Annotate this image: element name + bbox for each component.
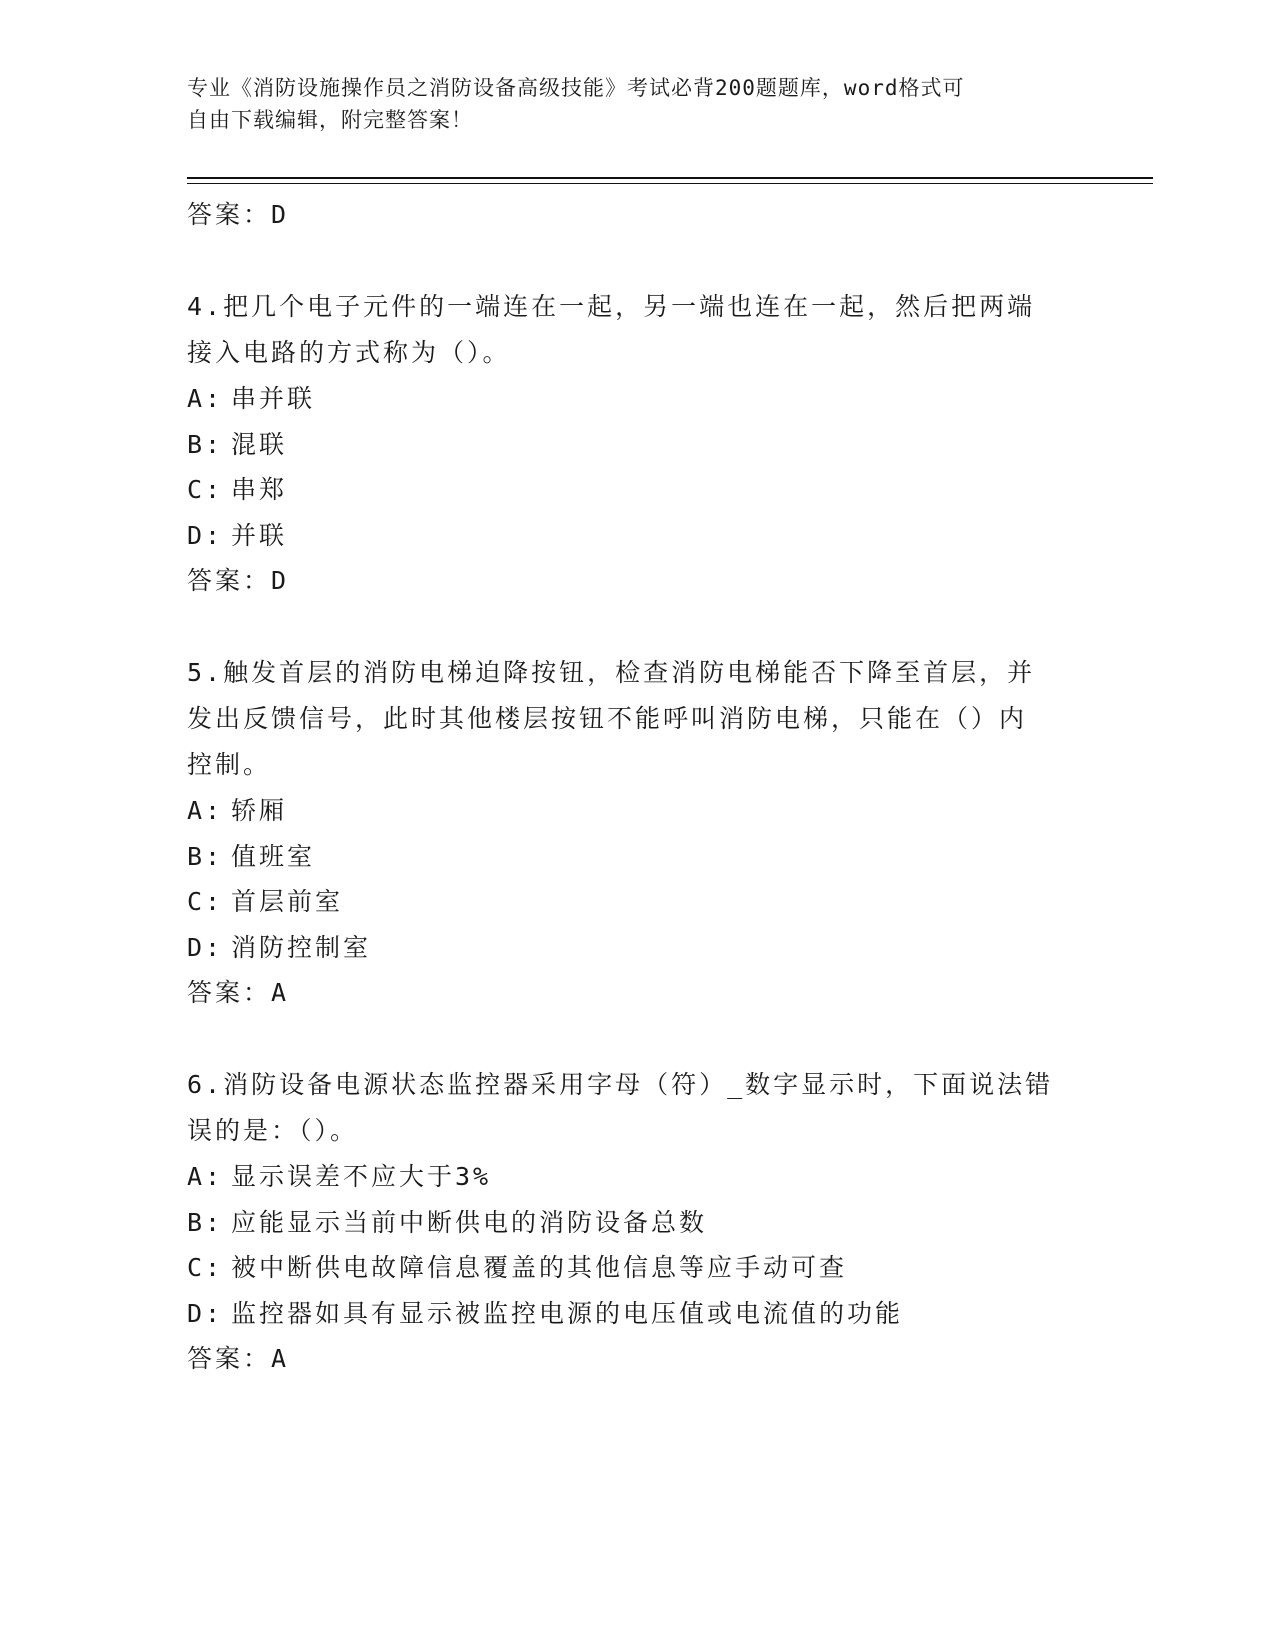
question-text-line: 5.触发首层的消防电梯迫降按钮，检查消防电梯能否下降至首层，并 bbox=[187, 658, 1036, 687]
option-letter: B: bbox=[187, 429, 224, 459]
question-block bbox=[187, 1062, 1107, 1382]
option-text: 显示误差不应大于3% bbox=[231, 1162, 492, 1191]
spacer bbox=[187, 1016, 1107, 1062]
spacer bbox=[187, 604, 1107, 650]
option-text: 轿厢 bbox=[231, 796, 288, 825]
option-letter: A: bbox=[187, 796, 224, 825]
option-b bbox=[187, 422, 1107, 468]
header-line-1: 专业《消防设施操作员之消防设备高级技能》考试必背200题题库，word格式可 bbox=[187, 76, 965, 100]
option-d bbox=[187, 925, 1107, 971]
option-text: 串郑 bbox=[231, 475, 288, 504]
option-d bbox=[187, 513, 1107, 559]
option-letter: B: bbox=[187, 841, 224, 871]
option-text: 值班室 bbox=[231, 841, 316, 871]
option-a bbox=[187, 788, 1107, 834]
option-c bbox=[187, 467, 1107, 513]
option-c bbox=[187, 879, 1107, 925]
header-divider-thin bbox=[187, 183, 1153, 184]
question-text-line: 6.消防设备电源状态监控器采用字母（符）_数字显示时，下面说法错 bbox=[187, 1070, 1054, 1099]
header-divider-thick bbox=[187, 177, 1153, 179]
option-letter: C: bbox=[187, 887, 224, 916]
spacer bbox=[187, 238, 1107, 284]
option-text: 应能显示当前中断供电的消防设备总数 bbox=[231, 1207, 708, 1237]
option-letter: C: bbox=[187, 475, 224, 504]
question-text-line: 控制。 bbox=[187, 750, 272, 779]
option-d bbox=[187, 1291, 1107, 1337]
answer-line: 答案：A bbox=[187, 1344, 290, 1373]
question-text-line: 发出反馈信号，此时其他楼层按钮不能呼叫消防电梯，只能在（）内 bbox=[187, 704, 1028, 733]
option-letter: C: bbox=[187, 1253, 224, 1282]
option-text: 串并联 bbox=[231, 384, 316, 413]
option-text: 被中断供电故障信息覆盖的其他信息等应手动可查 bbox=[231, 1253, 848, 1282]
option-letter: B: bbox=[187, 1207, 224, 1237]
option-letter: A: bbox=[187, 384, 224, 413]
question-text-line: 接入电路的方式称为（）。 bbox=[187, 338, 511, 367]
option-a bbox=[187, 1154, 1107, 1200]
option-text: 消防控制室 bbox=[231, 932, 372, 962]
question-block bbox=[187, 284, 1107, 604]
option-text: 混联 bbox=[231, 429, 288, 459]
question-list bbox=[187, 192, 1107, 1382]
option-a bbox=[187, 376, 1107, 422]
option-letter: D: bbox=[187, 520, 224, 550]
option-text: 监控器如具有显示被监控电源的电压值或电流值的功能 bbox=[231, 1298, 904, 1328]
option-text: 首层前室 bbox=[231, 887, 344, 916]
option-letter: D: bbox=[187, 1298, 224, 1328]
answer-line: 答案：D bbox=[187, 200, 290, 229]
question-text-line: 4.把几个电子元件的一端连在一起，另一端也连在一起，然后把两端 bbox=[187, 292, 1036, 321]
option-letter: D: bbox=[187, 932, 224, 962]
option-text: 并联 bbox=[231, 520, 288, 550]
option-b bbox=[187, 1200, 1107, 1246]
question-text-line: 误的是：（）。 bbox=[187, 1116, 359, 1145]
option-b bbox=[187, 834, 1107, 880]
question-block bbox=[187, 650, 1107, 1016]
header-line-2: 自由下载编辑，附完整答案！ bbox=[187, 108, 473, 132]
option-c bbox=[187, 1245, 1107, 1291]
document-header bbox=[187, 72, 1067, 136]
answer-line: 答案：D bbox=[187, 566, 290, 595]
answer-line: 答案：A bbox=[187, 978, 290, 1007]
option-letter: A: bbox=[187, 1162, 224, 1191]
